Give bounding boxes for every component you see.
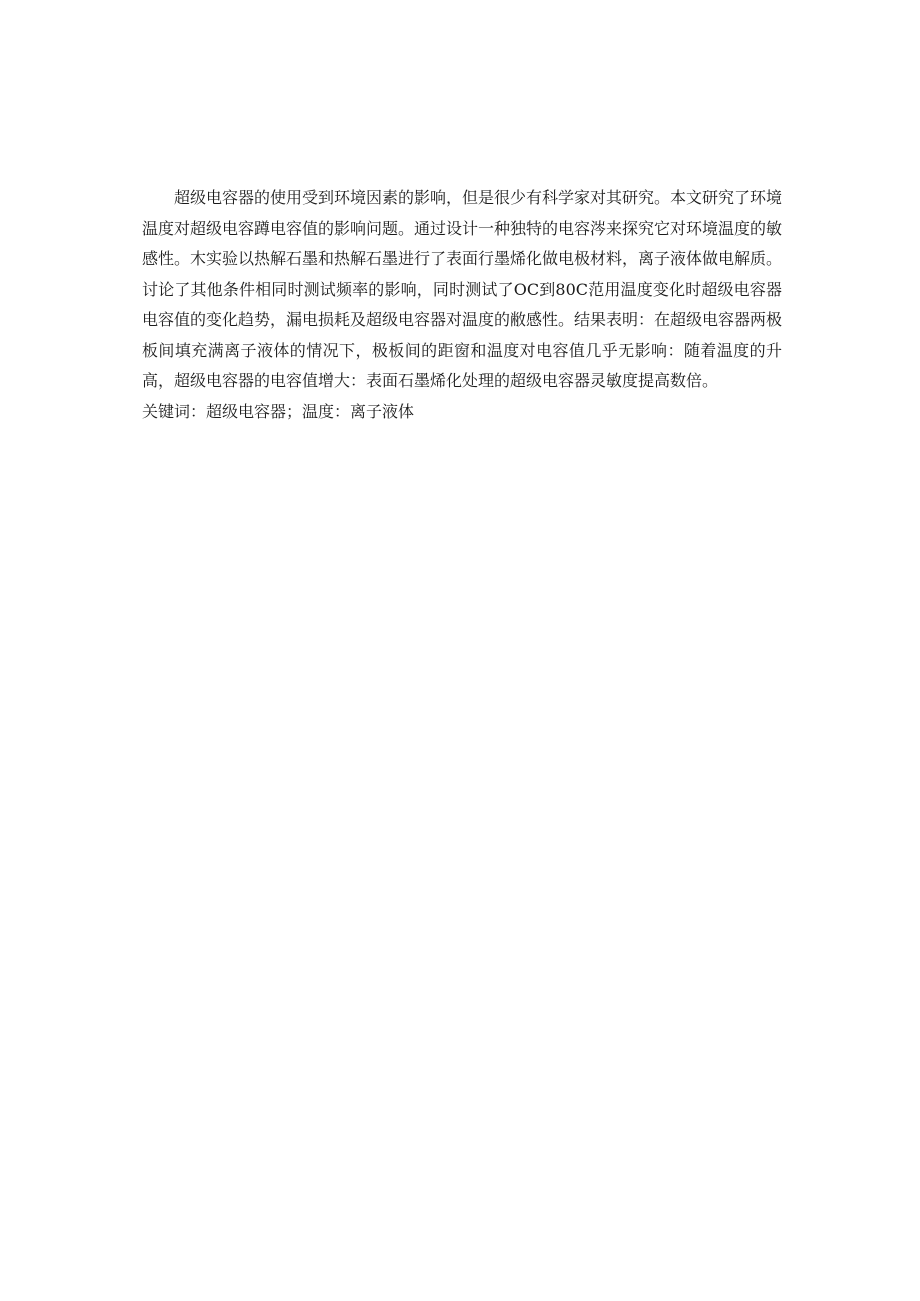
keywords-line: 关键词：超级电容器；温度：离子液体 [142,401,415,421]
document-body [142,183,782,427]
abstract-paragraph: 超级电容器的使用受到环境因素的影响，但是很少有科学家对其研究。本文研究了环境温度对超级电容蹲电容值的影响问题。通过设计一种独特的电容涔来探究它对环境温度的敏感性。木实验以热解石墨和热解石墨进行了表面行墨烯化做电极材料，离子液体做电解质。讨论了其他条件相同时测试频率的影响，同时测试了OC到80C范用温度变化时超级电容器电容值的变化趋势，漏电损耗及超级电容器对温度的敝感性。结果表明：在超级电容器两极板间填充满离子液体的情况下，极板间的距窗和温度对电容值几乎无影响：随着温度的升高，超级电容器的电容值增大：表面石墨烯化处理的超级电容器灵敏度提高数倍。 [142,188,783,390]
